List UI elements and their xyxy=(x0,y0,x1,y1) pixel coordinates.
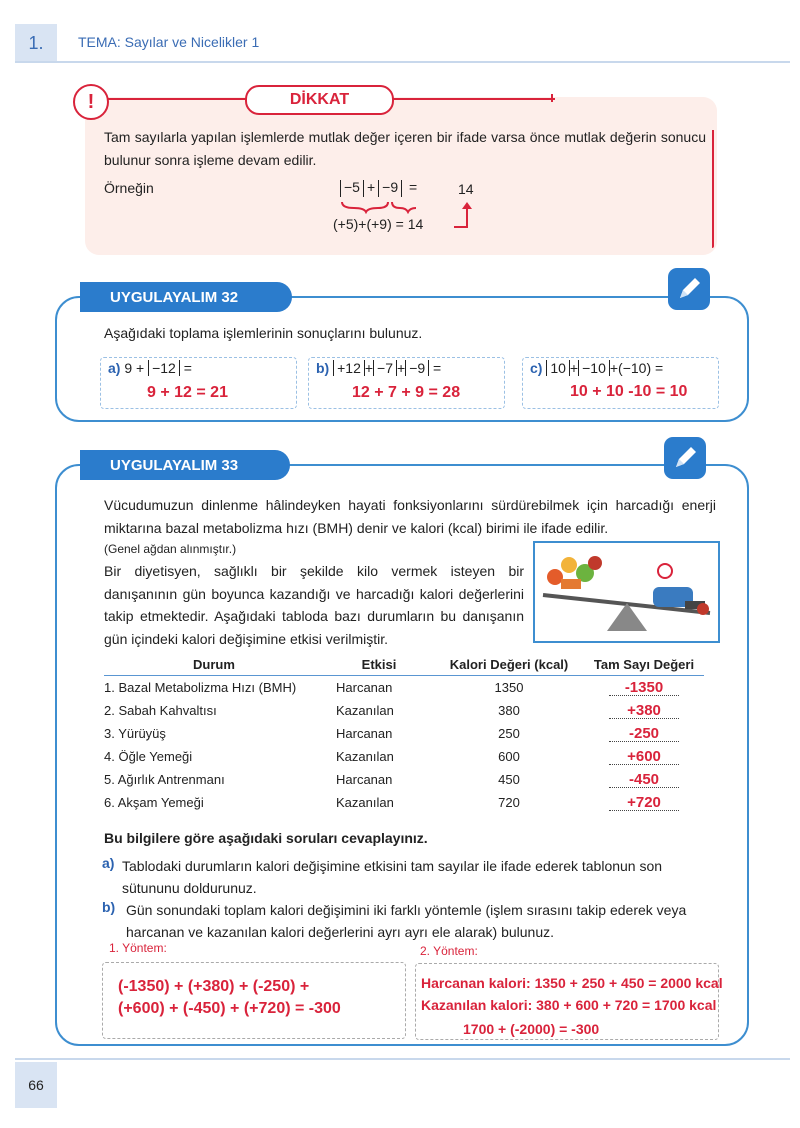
u32-expr-c: c) 10 + −10 +(−10) = xyxy=(530,360,664,376)
calorie-table xyxy=(104,653,704,814)
footer-divider xyxy=(15,1058,790,1060)
method1-line2: (+600) + (-450) + (+720) = -300 xyxy=(118,1000,341,1017)
tam-sayi-value: -1350 xyxy=(609,681,679,696)
up-arrow-icon xyxy=(452,200,474,230)
method2-line3: 1700 + (-2000) = -300 xyxy=(463,1021,600,1037)
method2-line1: Harcanan kalori: 1350 + 250 + 450 = 2000 kcal xyxy=(421,975,723,991)
question-b: Gün sonundaki toplam kalori değişimini iki farklı yöntemle (işlem sırasını takip ederek veya harcanan ve kazanılan kalori değerlerini ayrı ayrı ele alarak) bulunuz. xyxy=(126,902,687,940)
table-header-row xyxy=(104,653,704,676)
example-result: 14 xyxy=(458,181,474,197)
abs-value-a: −5 xyxy=(344,179,360,195)
u32-title: UYGULAYALIM 32 xyxy=(80,282,292,312)
u33-intro: Vücudumuzun dinlenme hâlindeyken hayati fonksiyonlarını sürdürebilmek için harcadığı enerji miktarına bazal metabolizma hızı (BMH) denir ve kalori (kcal) birimi ile ifade edilir. xyxy=(104,497,716,536)
cell-etki: Kazanılan xyxy=(336,703,394,718)
u32-answer-b: 12 + 7 + 9 = 28 xyxy=(352,384,461,401)
method2-label: 2. Yöntem: xyxy=(420,944,478,958)
unit-number: 1. xyxy=(15,24,57,62)
questions-title: Bu bilgilere göre aşağıdaki soruları cevaplayınız. xyxy=(104,830,428,846)
example-expression: (+5)+(+9) = 14 xyxy=(333,216,424,232)
u32-expr-a: a) 9 + −12 = xyxy=(108,360,192,376)
u32-instruction: Aşağıdaki toplama işlemlerinin sonuçlarını bulunuz. xyxy=(104,325,423,341)
cell-durum: 5. Ağırlık Antrenmanı xyxy=(104,772,225,787)
theme-title: TEMA: Sayılar ve Nicelikler 1 xyxy=(78,34,260,50)
cell-etki: Harcanan xyxy=(336,726,393,741)
cell-etki: Kazanılan xyxy=(336,749,394,764)
cell-kalori: 450 xyxy=(498,772,520,787)
table-row xyxy=(104,745,704,768)
table-row xyxy=(104,676,704,700)
pencil-icon xyxy=(668,268,710,310)
cell-kalori: 380 xyxy=(498,703,520,718)
brace-marks xyxy=(340,200,420,214)
method1-label: 1. Yöntem: xyxy=(109,941,167,955)
page-number: 66 xyxy=(15,1062,57,1108)
method1-line1: (-1350) + (+380) + (-250) + xyxy=(118,978,310,995)
cell-durum: 3. Yürüyüş xyxy=(104,726,166,741)
dikkat-text: Tam sayılarla yapılan işlemlerde mutlak değer içeren bir ifade varsa önce mutlak değerin sonucu bulunur sonra işleme devam edilir. xyxy=(104,129,706,168)
u32-answer-c: 10 + 10 -10 = 10 xyxy=(570,383,688,400)
u33-source: (Genel ağdan alınmıştır.) xyxy=(104,542,237,556)
table-row xyxy=(104,768,704,791)
table-row xyxy=(104,722,704,745)
tam-sayi-value: +380 xyxy=(609,704,679,719)
cell-kalori: 250 xyxy=(498,726,520,741)
u32-expr-b: b) +12 + −7 + −9 = xyxy=(316,360,442,376)
header-durum: Durum xyxy=(104,653,324,676)
cell-durum: 4. Öğle Yemeği xyxy=(104,749,193,764)
cell-etki: Kazanılan xyxy=(336,795,394,810)
cell-durum: 1. Bazal Metabolizma Hızı (BMH) xyxy=(104,680,297,695)
tam-sayi-value: -450 xyxy=(609,773,679,788)
u32-answer-a: 9 + 12 = 21 xyxy=(147,384,228,401)
pencil-icon-2 xyxy=(664,437,706,479)
scale-illustration xyxy=(533,541,720,643)
question-b-label: b) xyxy=(102,899,116,915)
header-etkisi: Etkisi xyxy=(324,653,434,676)
u33-paragraph: Bir diyetisyen, sağlıklı bir şekilde kilo vermek isteyen bir danışanının gün boyunca kazandığı ve harcadığı kalori değerlerini takip etmektedir. Aşağıdaki tabloda bazı durumların bu danışanın gün içindeki kalori değişimine etkisi verilmiştir. xyxy=(104,563,524,647)
dikkat-line-end xyxy=(551,94,553,102)
method2-line2: Kazanılan kalori: 380 + 600 + 720 = 1700 kcal xyxy=(421,997,717,1013)
abs-value-b: −9 xyxy=(382,179,399,195)
u33-title: UYGULAYALIM 33 xyxy=(80,450,290,480)
abs-expression: −5 + −9 = xyxy=(337,179,417,197)
example-label: Örneğin xyxy=(104,180,154,196)
question-a: Tablodaki durumların kalori değişimine etkisini tam sayılar ile ifade ederek tablonun son sütununu doldurunuz. xyxy=(122,858,663,896)
cell-durum: 2. Sabah Kahvaltısı xyxy=(104,703,217,718)
cell-kalori: 1350 xyxy=(494,680,524,695)
dikkat-border-right xyxy=(712,130,714,248)
cell-durum: 6. Akşam Yemeği xyxy=(104,795,204,810)
tam-sayi-value: -250 xyxy=(609,727,679,742)
header-divider xyxy=(15,61,790,63)
header-tam-sayi: Tam Sayı Değeri xyxy=(584,653,704,676)
cell-kalori: 720 xyxy=(498,795,520,810)
tam-sayi-value: +600 xyxy=(609,750,679,765)
table-row xyxy=(104,791,704,814)
exclamation-icon: ! xyxy=(73,84,109,120)
header-kalori: Kalori Değeri (kcal) xyxy=(434,653,584,676)
tam-sayi-value: +720 xyxy=(609,796,679,811)
dikkat-label: DİKKAT xyxy=(245,85,394,115)
cell-kalori: 600 xyxy=(498,749,520,764)
cell-etki: Harcanan xyxy=(336,772,393,787)
cell-etki: Harcanan xyxy=(336,680,393,695)
table-row xyxy=(104,699,704,722)
question-a-label: a) xyxy=(102,855,115,871)
